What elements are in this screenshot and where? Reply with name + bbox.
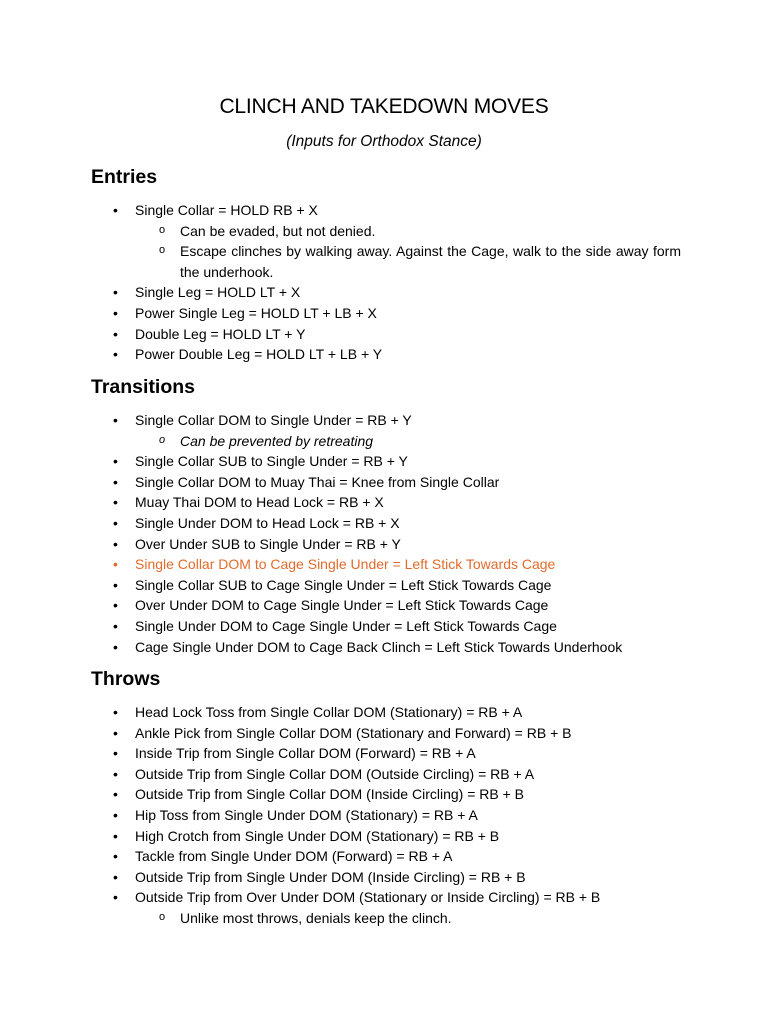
section-transitions	[91, 375, 681, 657]
list-item: • Cage Single Under DOM to Cage Back Clinch = Left Stick Towards Underhook	[91, 637, 681, 658]
list-item: • Single Collar SUB to Single Under = RB + Y	[91, 451, 681, 472]
list-item: • Single Collar SUB to Cage Single Under = Left Stick Towards Cage	[91, 575, 681, 596]
list-item: • Single Leg = HOLD LT + X	[91, 282, 681, 303]
section-throws	[91, 667, 681, 929]
entries-list	[91, 200, 681, 365]
list-item	[91, 410, 681, 451]
sub-list-item: o Escape clinches by walking away. Against the Cage, walk to the side away form the underhook.	[135, 241, 681, 282]
list-item: • Single Under DOM to Cage Single Under = Left Stick Towards Cage	[91, 616, 681, 637]
list-item-text: Outside Trip from Over Under DOM (Stationary or Inside Circling) = RB + B	[135, 889, 601, 906]
list-item: • Over Under DOM to Cage Single Under = Left Stick Towards Cage	[91, 595, 681, 616]
list-item: • Outside Trip from Single Collar DOM (Outside Circling) = RB + A	[91, 764, 681, 785]
transitions-list	[91, 410, 681, 657]
list-item: • Outside Trip from Single Collar DOM (Inside Circling) = RB + B	[91, 784, 681, 805]
list-item: • Double Leg = HOLD LT + Y	[91, 324, 681, 345]
list-item-highlighted: • Single Collar DOM to Cage Single Under = Left Stick Towards Cage	[91, 554, 681, 575]
sub-list-item: o Can be prevented by retreating	[135, 431, 681, 452]
list-item: • Single Under DOM to Head Lock = RB + X	[91, 513, 681, 534]
list-item: • Power Double Leg = HOLD LT + LB + Y	[91, 344, 681, 365]
list-item: • Tackle from Single Under DOM (Forward) = RB + A	[91, 846, 681, 867]
list-item: • Power Single Leg = HOLD LT + LB + X	[91, 303, 681, 324]
section-heading-throws: Throws	[91, 668, 161, 690]
list-item: • Ankle Pick from Single Collar DOM (Stationary and Forward) = RB + B	[91, 723, 681, 744]
sub-list	[135, 431, 681, 452]
list-item: • High Crotch from Single Under DOM (Stationary) = RB + B	[91, 826, 681, 847]
sub-list-item: o Unlike most throws, denials keep the clinch.	[135, 908, 681, 929]
list-item: • Head Lock Toss from Single Collar DOM (Stationary) = RB + A	[91, 702, 681, 723]
list-item: • Over Under SUB to Single Under = RB + Y	[91, 534, 681, 555]
list-item	[91, 200, 681, 282]
sub-list	[135, 908, 681, 929]
page-subtitle: (Inputs for Orthodox Stance)	[286, 133, 482, 150]
list-item-text: Single Collar DOM to Single Under = RB + Y	[135, 412, 412, 428]
section-heading-transitions: Transitions	[91, 376, 196, 398]
list-item: • Inside Trip from Single Collar DOM (Forward) = RB + A	[91, 743, 681, 764]
list-item: • Outside Trip from Single Under DOM (Inside Circling) = RB + B	[91, 867, 681, 888]
list-item	[91, 887, 681, 928]
list-item: • Hip Toss from Single Under DOM (Stationary) = RB + A	[91, 805, 681, 826]
throws-list	[91, 702, 681, 929]
section-heading-entries: Entries	[91, 166, 158, 188]
list-item: • Muay Thai DOM to Head Lock = RB + X	[91, 492, 681, 513]
section-entries	[91, 165, 681, 365]
sub-list-item: o Can be evaded, but not denied.	[135, 221, 681, 242]
list-item: • Single Collar DOM to Muay Thai = Knee from Single Collar	[91, 472, 681, 493]
page-title: CLINCH AND TAKEDOWN MOVES	[219, 95, 549, 118]
list-item-text: Single Collar = HOLD RB + X	[135, 202, 318, 218]
sub-list	[135, 221, 681, 283]
